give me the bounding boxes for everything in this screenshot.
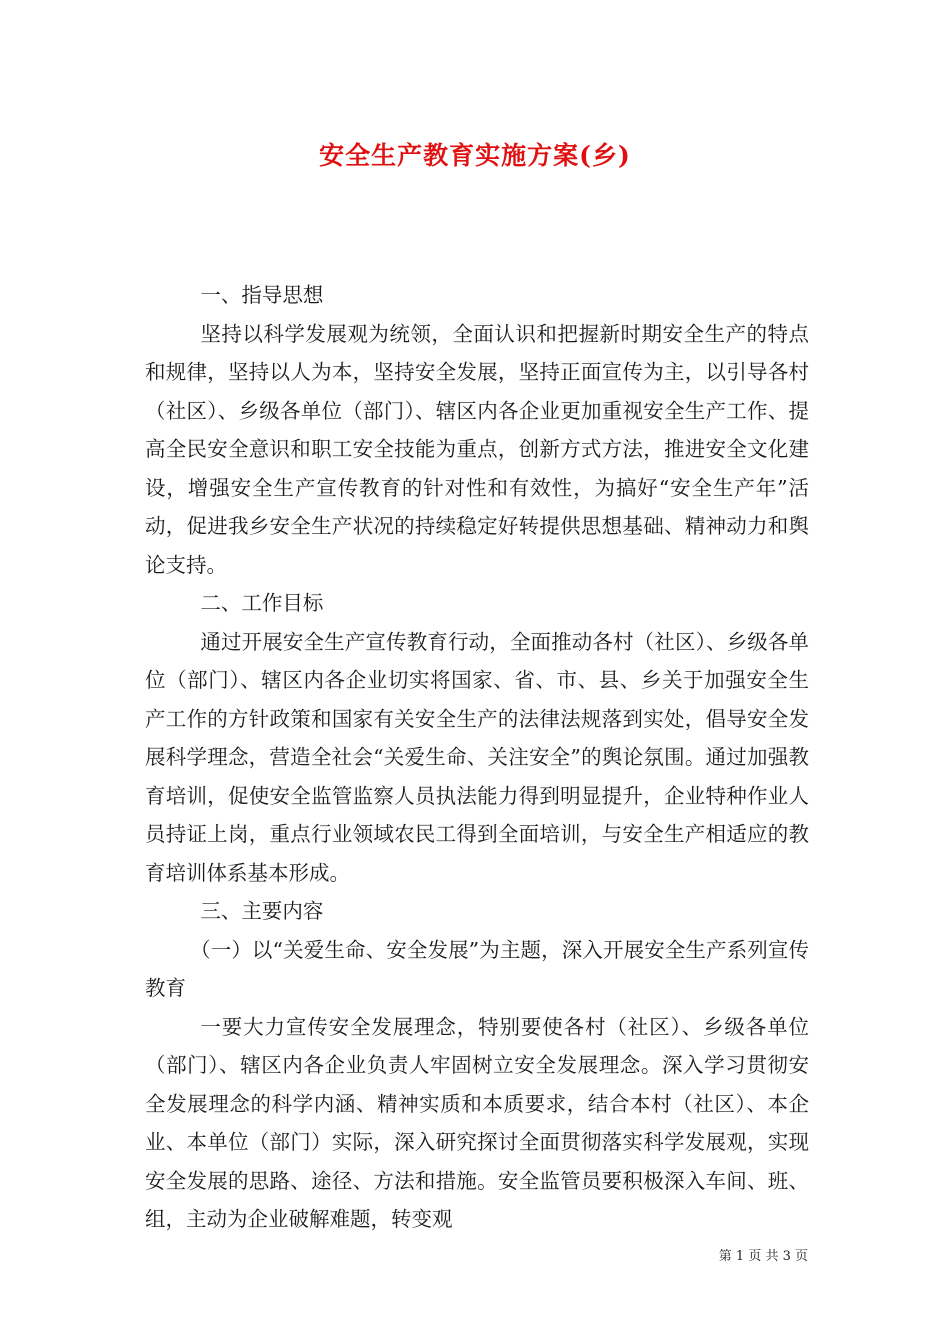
- page-number: 第 1 页 共 3 页: [718, 1249, 808, 1264]
- paragraph-work-goals: 通过开展安全生产宣传教育行动，全面推动各村（社区）、乡级各单位（部门）、辖区内各企业切实将国家、省、市、县、乡关于加强安全生产工作的方针政策和国家有关安全生产的法律法规落到实处，倡导安全发展科学理念，营造全社会“关爱生命、关注安全”的舆论氛围。通过加强教育培训，促使安全监管监察人员执法能力得到明显提升，企业特种作业人员持证上岗，重点行业领域农民工得到全面培训，与安全生产相适应的教育培训体系基本形成。: [145, 629, 809, 885]
- paragraph-guiding-ideology: 坚持以科学发展观为统领，全面认识和把握新时期安全生产的特点和规律，坚持以人为本，坚持安全发展，坚持正面宣传为主，以引导各村（社区）、乡级各单位（部门）、辖区内各企业更加重视安全生产工作、提高全民安全意识和职工安全技能为重点，创新方式方法，推进安全文化建设，增强安全生产宣传教育的针对性和有效性，为搞好“安全生产年”活动，促进我乡安全生产状况的持续稳定好转提供思想基础、精神动力和舆论支持。: [145, 321, 809, 577]
- paragraph-main-content-1: 一要大力宣传安全发展理念，特别要使各村（社区）、乡级各单位（部门）、辖区内各企业负责人牢固树立安全发展理念。深入学习贯彻安全发展理念的科学内涵、精神实质和本质要求，结合本村（社区）、本企业、本单位（部门）实际，深入研究探讨全面贯彻落实科学发展观，实现安全发展的思路、途径、方法和措施。安全监管员要积极深入车间、班、组，主动为企业破解难题，转变观: [145, 1014, 809, 1231]
- subsection-heading-1: （一）以“关爱生命、安全发展”为主题，深入开展安全生产系列宣传教育: [145, 937, 809, 1000]
- section-heading-work-goals: 二、工作目标: [200, 591, 324, 615]
- section-heading-guiding-ideology: 一、指导思想: [200, 283, 324, 307]
- document-body: [145, 276, 809, 1239]
- section-heading-main-content: 三、主要内容: [200, 899, 324, 923]
- document-title: 安全生产教育实施方案(乡): [319, 141, 631, 170]
